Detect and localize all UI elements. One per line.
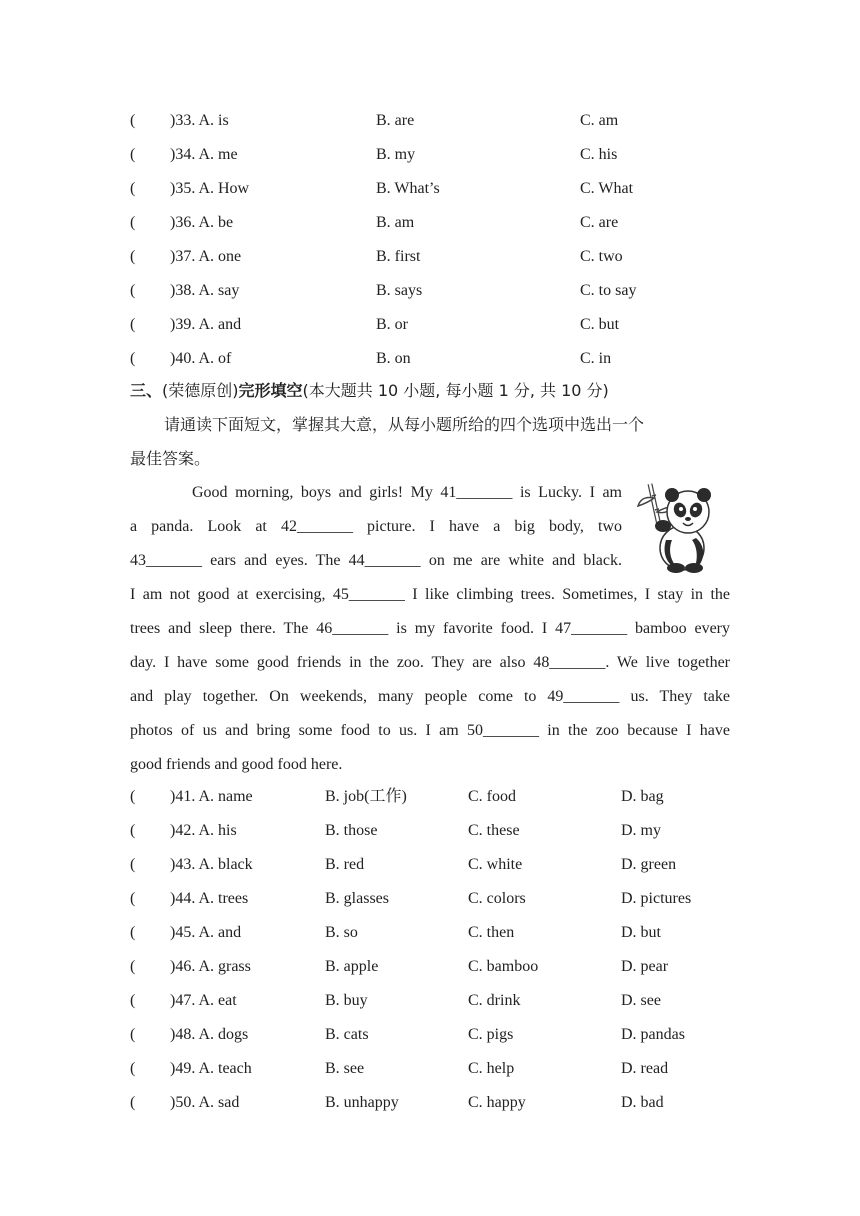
option-row-49 (130, 1052, 750, 1086)
option-c: C. these (468, 822, 520, 839)
option-c: C. food (468, 788, 516, 805)
option-row-39 (130, 308, 750, 342)
option-b: B. are (376, 112, 415, 129)
answer-paren: ( (130, 180, 136, 197)
option-a: )36. A. be (170, 214, 234, 231)
option-b: B. What’s (376, 180, 440, 197)
option-row-42 (130, 814, 750, 848)
answer-paren: ( (130, 316, 136, 333)
option-a: )39. A. and (170, 316, 242, 333)
section-heading (130, 374, 609, 408)
option-a: )49. A. teach (170, 1060, 252, 1077)
option-b: B. first (376, 248, 421, 265)
instruction-line: 最佳答案。 (130, 449, 211, 468)
option-row-43 (130, 848, 750, 882)
answer-paren: ( (130, 992, 136, 1009)
option-c: C. two (580, 248, 623, 265)
answer-paren: ( (130, 958, 136, 975)
option-c: C. happy (468, 1094, 526, 1111)
option-a: )35. A. How (170, 180, 250, 197)
answer-paren: ( (130, 1094, 136, 1111)
option-row-34 (130, 138, 750, 172)
option-a: )42. A. his (170, 822, 237, 839)
answer-paren: ( (130, 350, 136, 367)
option-b: B. am (376, 214, 415, 231)
option-d: D. see (621, 992, 661, 1009)
option-d: D. but (621, 924, 661, 941)
option-row-35 (130, 172, 750, 206)
passage-line: and play together. On weekends, many people come to 49_______ us. They take (130, 688, 730, 705)
option-b: B. cats (325, 1026, 369, 1043)
option-c: C. are (580, 214, 619, 231)
cloze-passage (130, 476, 730, 782)
option-b: B. buy (325, 992, 368, 1009)
answer-paren: ( (130, 112, 136, 129)
passage-line: I am not good at exercising, 45_______ I like climbing trees. Sometimes, I stay in the (130, 586, 730, 603)
section-number: 三、 (130, 381, 163, 400)
answer-paren: ( (130, 282, 136, 299)
option-row-47 (130, 984, 750, 1018)
answer-paren: ( (130, 890, 136, 907)
option-a: )37. A. one (170, 248, 242, 265)
option-b: B. those (325, 822, 378, 839)
option-a: )43. A. black (170, 856, 253, 873)
option-row-37 (130, 240, 750, 274)
option-row-41 (130, 780, 750, 814)
option-d: D. pictures (621, 890, 692, 907)
answer-paren: ( (130, 788, 136, 805)
option-d: D. green (621, 856, 677, 873)
option-d: D. read (621, 1060, 669, 1077)
option-a: )40. A. of (170, 350, 232, 367)
option-d: D. bad (621, 1094, 664, 1111)
passage-line: day. I have some good friends in the zoo. They are also 48_______. We live together (130, 654, 730, 671)
option-row-40 (130, 342, 750, 376)
option-b: B. says (376, 282, 423, 299)
option-c: C. bamboo (468, 958, 539, 975)
option-b: B. or (376, 316, 408, 333)
option-d: D. pear (621, 958, 669, 975)
option-b: B. on (376, 350, 411, 367)
section-name: 完形填空 (238, 381, 303, 400)
option-c: C. What (580, 180, 634, 197)
answer-paren: ( (130, 214, 136, 231)
option-b: B. glasses (325, 890, 389, 907)
option-c: C. drink (468, 992, 521, 1009)
section-instructions (130, 408, 730, 476)
option-a: )41. A. name (170, 788, 253, 805)
option-b: B. my (376, 146, 416, 163)
option-a: )50. A. sad (170, 1094, 240, 1111)
option-a: )48. A. dogs (170, 1026, 249, 1043)
option-c: C. then (468, 924, 515, 941)
option-d: D. my (621, 822, 661, 839)
option-row-45 (130, 916, 750, 950)
option-row-48 (130, 1018, 750, 1052)
option-b: B. red (325, 856, 365, 873)
answer-paren: ( (130, 856, 136, 873)
instruction-line: 请通读下面短文，掌握其大意，从每小题所给的四个选项中选出一个 (164, 415, 645, 434)
answer-paren: ( (130, 146, 136, 163)
answer-paren: ( (130, 924, 136, 941)
option-b: B. unhappy (325, 1094, 399, 1111)
answer-paren: ( (130, 248, 136, 265)
option-c: C. white (468, 856, 523, 873)
option-row-46 (130, 950, 750, 984)
passage-line: Good morning, boys and girls! My 41_______ is Lucky. I am (192, 484, 622, 501)
option-b: B. so (325, 924, 358, 941)
answer-paren: ( (130, 1026, 136, 1043)
option-a: )47. A. eat (170, 992, 237, 1009)
passage-line: good friends and good food here. (130, 756, 343, 773)
option-row-36 (130, 206, 750, 240)
option-c: C. his (580, 146, 618, 163)
option-c: C. but (580, 316, 620, 333)
option-a: )46. A. grass (170, 958, 251, 975)
option-a: )33. A. is (170, 112, 229, 129)
option-row-38 (130, 274, 750, 308)
option-c: C. to say (580, 282, 637, 299)
passage-line: trees and sleep there. The 46_______ is my favorite food. I 47_______ bamboo every (130, 620, 730, 637)
passage-line: photos of us and bring some food to us. I am 50_______ in the zoo because I have (130, 722, 730, 739)
option-a: )34. A. me (170, 146, 238, 163)
option-a: )45. A. and (170, 924, 242, 941)
answer-paren: ( (130, 822, 136, 839)
option-row-44 (130, 882, 750, 916)
section-source: (荣德原创) (162, 381, 239, 400)
option-b: B. apple (325, 958, 379, 975)
option-c: C. pigs (468, 1026, 514, 1043)
passage-line: 43_______ ears and eyes. The 44_______ on me are white and black. (130, 552, 622, 569)
answer-paren: ( (130, 1060, 136, 1077)
option-c: C. in (580, 350, 612, 367)
option-b: B. job(工作) (325, 788, 407, 805)
option-a: )44. A. trees (170, 890, 249, 907)
option-b: B. see (325, 1060, 365, 1077)
option-d: D. bag (621, 788, 664, 805)
option-row-50 (130, 1086, 750, 1120)
option-a: )38. A. say (170, 282, 240, 299)
option-c: C. help (468, 1060, 515, 1077)
option-c: C. colors (468, 890, 526, 907)
option-d: D. pandas (621, 1026, 685, 1043)
passage-line: a panda. Look at 42_______ picture. I have a big body, two (130, 518, 622, 535)
option-c: C. am (580, 112, 619, 129)
section-scoring: (本大题共 10 小题, 每小题 1 分, 共 10 分) (302, 381, 609, 400)
option-row-33 (130, 104, 750, 138)
